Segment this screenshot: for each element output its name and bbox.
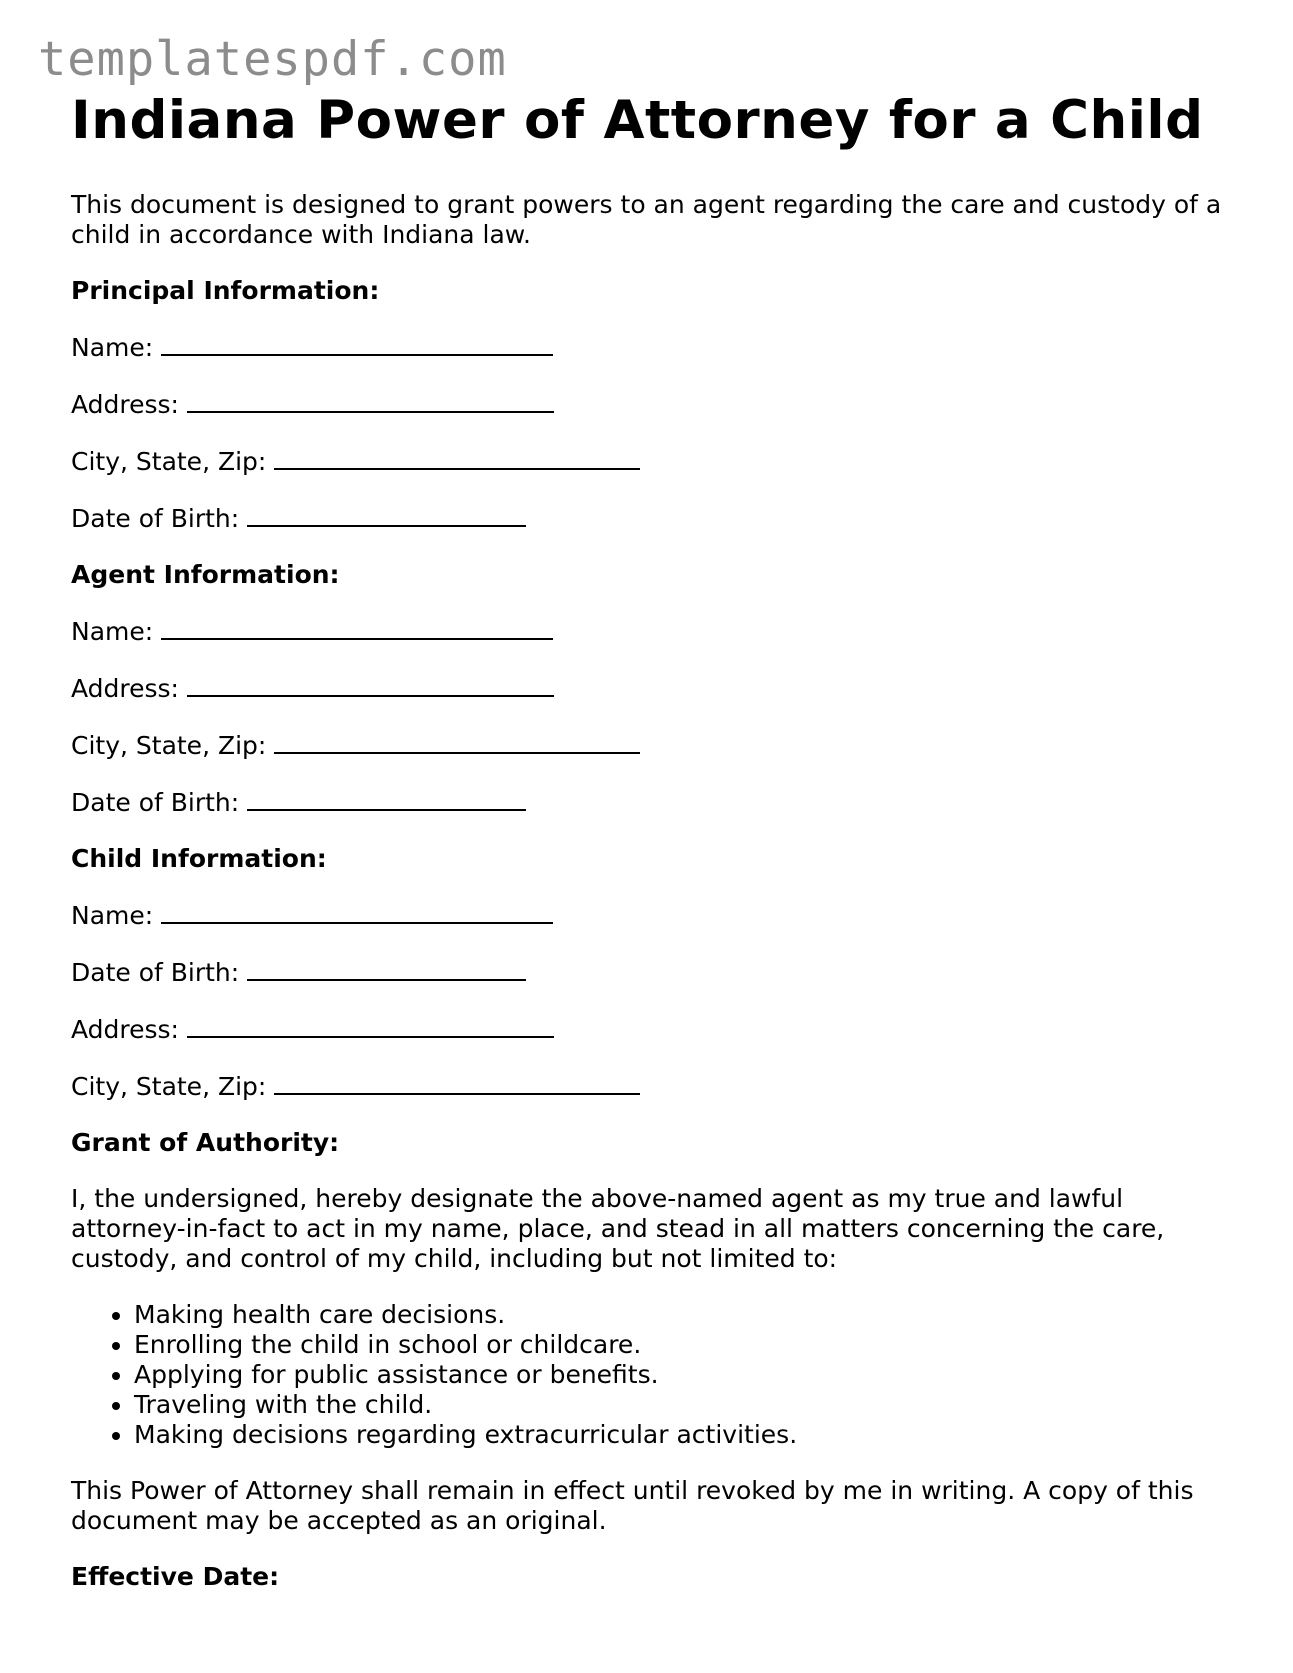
list-item: • Applying for public assistance or benefits. xyxy=(134,1360,1231,1390)
principal-address-field[interactable] xyxy=(71,389,1231,420)
principal-heading: Principal Information: xyxy=(71,276,380,305)
agent-address-field[interactable] xyxy=(71,673,1231,704)
list-item: • Enrolling the child in school or childcare. xyxy=(134,1330,1231,1360)
field-label: City, State, Zip: xyxy=(71,447,267,476)
list-item: • Traveling with the child. xyxy=(134,1390,1231,1420)
field-label: Address: xyxy=(71,1015,179,1044)
principal-dob-blank[interactable] xyxy=(247,503,526,527)
child-dob-field[interactable] xyxy=(71,957,1231,988)
intro-paragraph: This document is designed to grant powers to an agent regarding the care and custody of a child in accordance with Indiana law. xyxy=(71,190,1222,249)
agent-city-blank[interactable] xyxy=(274,730,640,754)
principal-name-field[interactable] xyxy=(71,332,1231,363)
document-title: Indiana Power of Attorney for a Child xyxy=(71,90,1204,151)
agent-heading: Agent Information: xyxy=(71,560,340,589)
child-address-blank[interactable] xyxy=(187,1014,554,1038)
child-heading: Child Information: xyxy=(71,844,327,873)
field-label: Name: xyxy=(71,901,154,930)
child-name-blank[interactable] xyxy=(161,900,553,924)
field-label: Name: xyxy=(71,333,154,362)
principal-city-field[interactable] xyxy=(71,446,1231,477)
field-label: Name: xyxy=(71,617,154,646)
field-label: Date of Birth: xyxy=(71,788,240,817)
effective-date-heading: Effective Date: xyxy=(71,1562,280,1591)
closing-paragraph: This Power of Attorney shall remain in effect until revoked by me in writing. A copy of this document may be accepted as an original. xyxy=(71,1476,1194,1535)
child-city-blank[interactable] xyxy=(274,1071,640,1095)
field-label: Address: xyxy=(71,390,179,419)
watermark: templatespdf.com xyxy=(38,32,507,87)
field-label: Address: xyxy=(71,674,179,703)
child-city-field[interactable] xyxy=(71,1071,1231,1102)
principal-dob-field[interactable] xyxy=(71,503,1231,534)
agent-dob-field[interactable] xyxy=(71,787,1231,818)
grant-heading: Grant of Authority: xyxy=(71,1128,340,1157)
list-item: • Making health care decisions. xyxy=(134,1300,1231,1330)
list-item: • Making decisions regarding extracurricular activities. xyxy=(134,1420,1231,1450)
grant-paragraph: I, the undersigned, hereby designate the above-named agent as my true and lawful attorney-in-fact to act in my name, place, and stead in all matters concerning the care, custody, and control of my child, including but not limited to: xyxy=(71,1184,1165,1273)
field-label: Date of Birth: xyxy=(71,504,240,533)
child-name-field[interactable] xyxy=(71,900,1231,931)
child-dob-blank[interactable] xyxy=(247,957,526,981)
field-label: City, State, Zip: xyxy=(71,731,267,760)
principal-address-blank[interactable] xyxy=(187,389,554,413)
principal-name-blank[interactable] xyxy=(161,332,553,356)
principal-city-blank[interactable] xyxy=(274,446,640,470)
authority-list xyxy=(71,1300,1231,1450)
agent-name-blank[interactable] xyxy=(161,616,553,640)
agent-name-field[interactable] xyxy=(71,616,1231,647)
child-address-field[interactable] xyxy=(71,1014,1231,1045)
document-page xyxy=(71,86,1231,1592)
field-label: City, State, Zip: xyxy=(71,1072,267,1101)
agent-city-field[interactable] xyxy=(71,730,1231,761)
agent-address-blank[interactable] xyxy=(187,673,554,697)
field-label: Date of Birth: xyxy=(71,958,240,987)
agent-dob-blank[interactable] xyxy=(247,787,526,811)
